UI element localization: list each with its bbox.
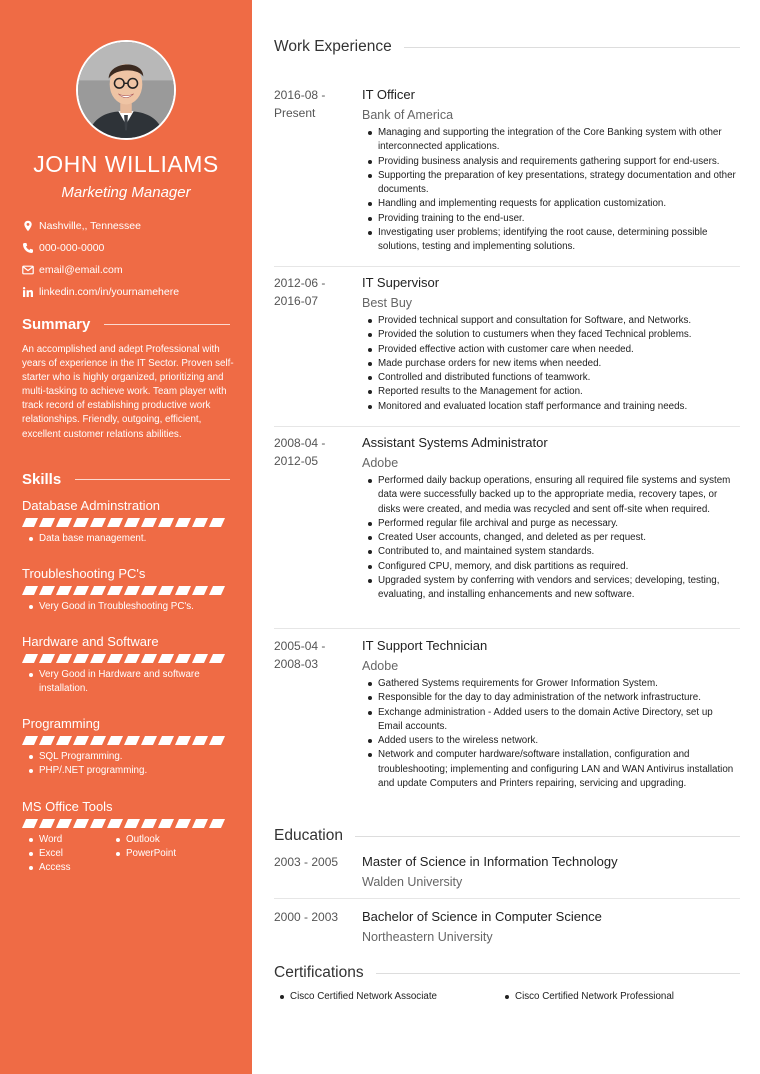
skill-bar-segment — [39, 819, 55, 828]
job-bullet: Performed daily backup operations, ensuring all required file systems and system data were successfully backed up to the appropriate media, recovery tapes, or disks were created, and media was recycled and sent off-site when required. — [362, 474, 738, 517]
skill-bar-segment — [39, 518, 55, 527]
job-bullet: Supporting the preparation of key presentations, strategy documentation and other documents. — [362, 169, 738, 198]
job-title: IT Support Technician — [362, 638, 488, 653]
job-bullet: Performed regular file archival and purge as necessary. — [362, 517, 738, 531]
job-bullet: Provided the solution to custumers when they faced Technical problems. — [362, 328, 738, 342]
job-bullet: Investigating user problems; identifying the root cause, determining possible solutions, testing and implementing solutions. — [362, 226, 738, 255]
certifications-heading-text: Certifications — [274, 964, 364, 981]
skill-bar-graphic — [22, 736, 226, 745]
skill-bar-segment — [192, 518, 208, 527]
skill-detail-item: Data base management. — [22, 532, 232, 546]
skill-bar-segment — [56, 586, 72, 595]
location-pin-icon — [22, 220, 34, 232]
skill-level-bar — [22, 586, 226, 595]
skill-name: MS Office Tools — [22, 799, 113, 814]
education-school: Walden University — [362, 875, 463, 889]
education-heading — [274, 827, 740, 845]
skill-detail-item: Very Good in Hardware and software installation. — [22, 668, 232, 696]
skill-detail-item: Excel — [22, 847, 109, 861]
job-dates — [274, 274, 354, 310]
skill-bar-segment — [73, 654, 89, 663]
work-experience-heading — [274, 38, 740, 56]
job-date-start: 2012-06 - — [274, 276, 326, 290]
skill-bar-segment — [192, 819, 208, 828]
skill-bar-segment — [141, 736, 157, 745]
skill-bar-segment — [22, 518, 38, 527]
job-date-start: 2005-04 - — [274, 639, 326, 653]
skill-bar-graphic — [22, 586, 226, 595]
skill-bar-segment — [124, 518, 140, 527]
skill-bar-segment — [39, 654, 55, 663]
job-date-start: 2016-08 - — [274, 88, 326, 102]
skill-bar-segment — [158, 518, 174, 527]
skill-bar-segment — [209, 819, 225, 828]
skill-bar-segment — [158, 819, 174, 828]
work-experience-heading-text: Work Experience — [274, 38, 392, 55]
skill-bar-segment — [73, 819, 89, 828]
skill-bar-segment — [56, 518, 72, 527]
skill-details — [22, 668, 232, 696]
profile-title: Marketing Manager — [61, 184, 191, 201]
skill-details — [22, 600, 232, 614]
skill-bar-segment — [192, 736, 208, 745]
skill-level-bar — [22, 736, 226, 745]
contact-phone-text: 000-000-0000 — [39, 242, 105, 254]
skill-bar-segment — [209, 518, 225, 527]
skill-bar-segment — [39, 736, 55, 745]
skill-bar-segment — [175, 518, 191, 527]
job-date-end: 2008-03 — [274, 657, 319, 671]
summary-divider — [104, 324, 230, 325]
skill-bar-segment — [175, 736, 191, 745]
skill-bar-segment — [107, 518, 123, 527]
skill-bar-segment — [22, 819, 38, 828]
skills-divider — [75, 479, 230, 480]
skill-bar-graphic — [22, 654, 226, 663]
certification-item: Cisco Certified Network Professional — [505, 990, 730, 1004]
job-bullet: Contributed to, and maintained system standards. — [362, 545, 738, 559]
job-bullet: Providing training to the end-user. — [362, 212, 738, 226]
skill-name: Programming — [22, 716, 101, 731]
job-bullet: Exchange administration - Added users to the domain Active Directory, set up Email accounts. — [362, 706, 738, 735]
skill-bar-segment — [73, 586, 89, 595]
skill-bar-segment — [175, 586, 191, 595]
job-bullet: Configured CPU, memory, and disk partitions as required. — [362, 560, 738, 574]
skill-bar-segment — [73, 736, 89, 745]
job-bullet: Network and computer hardware/software installation, configuration and troubleshooting; implementing and configuring LAN and WAN Antivirus installation and update Computers and Printers repairing, servicing and upgrading. — [362, 748, 738, 791]
skill-bar-segment — [90, 586, 106, 595]
skill-bar-segment — [192, 654, 208, 663]
skill-bar-segment — [124, 736, 140, 745]
job-bullet: Created User accounts, changed, and deleted as per request. — [362, 531, 738, 545]
job-date-end: 2012-05 — [274, 454, 319, 468]
skill-bar-segment — [73, 518, 89, 527]
job-bullet: Reported results to the Management for action. — [362, 385, 738, 399]
skill-bar-segment — [56, 819, 72, 828]
skill-bar-segment — [124, 654, 140, 663]
skill-detail-item: Outlook — [109, 833, 209, 847]
contact-phone — [22, 241, 104, 255]
skill-name: Database Adminstration — [22, 498, 161, 513]
skill-bar-segment — [158, 586, 174, 595]
summary-text: An accomplished and adept Professional with years of experience in the IT Sector. Proven self-starter who is highly organized, prioritizing and multi-tasking to achieve work. Team player with track record of establishing productive work relationships. Friendly, outgoing, efficient, excellent customer relations abilities. — [22, 344, 234, 440]
skill-bar-segment — [90, 654, 106, 663]
education-heading-text: Education — [274, 827, 343, 844]
section-divider — [404, 47, 740, 48]
job-bullets — [362, 677, 738, 791]
education-degree: Master of Science in Information Technology — [362, 854, 618, 869]
skill-detail-item: Access — [22, 861, 109, 875]
contact-location-text: Nashville,, Tennessee — [39, 220, 141, 232]
skill-bar-segment — [56, 654, 72, 663]
phone-icon — [22, 242, 34, 254]
skills-heading — [22, 471, 230, 488]
skill-bar-segment — [22, 736, 38, 745]
job-bullet: Upgraded system by conferring with vendors and services; developing, testing, evaluating, and installing enhancements and new software. — [362, 574, 738, 603]
job-divider — [274, 426, 740, 427]
job-company: Adobe — [362, 456, 399, 470]
skill-level-bar — [22, 518, 226, 527]
skill-bar-segment — [175, 654, 191, 663]
skill-bar-segment — [107, 654, 123, 663]
profile-name: JOHN WILLIAMS — [33, 151, 219, 177]
skill-detail-item: SQL Programming. — [22, 750, 232, 764]
skill-details — [22, 833, 222, 875]
skill-detail-item: Word — [22, 833, 109, 847]
skill-bar-segment — [107, 819, 123, 828]
job-title: IT Supervisor — [362, 275, 440, 290]
contact-linkedin-text[interactable]: linkedin.com/in/yournamehere — [39, 286, 180, 298]
skills-heading-text: Skills — [22, 471, 62, 488]
job-title: IT Officer — [362, 87, 415, 102]
skill-level-bar — [22, 819, 226, 828]
job-company: Bank of America — [362, 108, 454, 122]
job-date-end: Present — [274, 106, 316, 120]
skill-bar-segment — [39, 586, 55, 595]
main-content — [252, 0, 760, 1074]
job-bullets — [362, 474, 738, 603]
summary-heading-text: Summary — [22, 316, 91, 333]
job-company: Adobe — [362, 659, 399, 673]
skill-bar-segment — [158, 736, 174, 745]
profile-photo-image — [78, 42, 174, 138]
education-date: 2000 - 2003 — [274, 910, 339, 924]
certifications-heading — [274, 964, 740, 982]
job-bullet: Added users to the wireless network. — [362, 734, 738, 748]
job-title: Assistant Systems Administrator — [362, 435, 548, 450]
skill-bar-segment — [22, 586, 38, 595]
contact-email[interactable] — [22, 263, 123, 277]
skill-bar-segment — [192, 586, 208, 595]
job-bullet: Gathered Systems requirements for Grower Information System. — [362, 677, 738, 691]
job-company: Best Buy — [362, 296, 413, 310]
skill-bar-segment — [124, 586, 140, 595]
job-dates — [274, 434, 354, 470]
skill-bar-segment — [158, 654, 174, 663]
skill-bar-graphic — [22, 518, 226, 527]
job-bullets — [362, 126, 738, 255]
contact-location — [22, 219, 141, 233]
certification-item: Cisco Certified Network Associate — [280, 990, 505, 1004]
skill-bar-segment — [107, 736, 123, 745]
skill-bar-segment — [141, 518, 157, 527]
education-school: Northeastern University — [362, 930, 493, 944]
job-bullet: Provided technical support and consultation for Software, and Networks. — [362, 314, 738, 328]
contact-email-text[interactable]: email@email.com — [39, 264, 123, 276]
skill-bar-segment — [90, 518, 106, 527]
skill-bar-segment — [22, 654, 38, 663]
job-dates — [274, 86, 354, 122]
skill-name: Troubleshooting PC's — [22, 566, 146, 581]
skill-bar-segment — [90, 736, 106, 745]
skill-bar-segment — [90, 819, 106, 828]
skill-level-bar — [22, 654, 226, 663]
job-bullet: Controlled and distributed functions of teamwork. — [362, 371, 738, 385]
certifications-list — [280, 990, 750, 1004]
job-bullet: Provided effective action with customer care when needed. — [362, 343, 738, 357]
education-degree: Bachelor of Science in Computer Science — [362, 909, 602, 924]
job-date-start: 2008-04 - — [274, 436, 326, 450]
job-bullet: Responsible for the day to day administration of the network infrastructure. — [362, 691, 738, 705]
skill-bar-segment — [141, 586, 157, 595]
job-bullet: Made purchase orders for new items when needed. — [362, 357, 738, 371]
skill-bar-segment — [141, 654, 157, 663]
job-dates — [274, 637, 354, 673]
skill-detail-item: PHP/.NET programming. — [22, 764, 232, 778]
contact-linkedin[interactable] — [22, 285, 179, 299]
skill-detail-item: Very Good in Troubleshooting PC's. — [22, 600, 232, 614]
job-date-end: 2016-07 — [274, 294, 319, 308]
skill-bar-segment — [141, 819, 157, 828]
email-icon — [22, 264, 34, 276]
skill-bar-segment — [175, 819, 191, 828]
skill-detail-item: PowerPoint — [109, 847, 209, 861]
skill-bar-segment — [209, 586, 225, 595]
skill-details — [22, 750, 232, 778]
section-divider — [355, 836, 740, 837]
skill-name: Hardware and Software — [22, 634, 159, 649]
linkedin-icon — [22, 286, 34, 298]
education-divider — [274, 898, 740, 899]
skill-bar-graphic — [22, 819, 226, 828]
skill-bar-segment — [107, 586, 123, 595]
profile-photo — [76, 40, 176, 140]
skill-bar-segment — [209, 654, 225, 663]
section-divider — [376, 973, 740, 974]
skill-details — [22, 532, 232, 546]
skill-bar-segment — [209, 736, 225, 745]
job-bullet: Handling and implementing requests for application customization. — [362, 197, 738, 211]
job-divider — [274, 628, 740, 629]
job-bullet: Providing business analysis and requirements gathering support for end-users. — [362, 155, 738, 169]
skill-bar-segment — [124, 819, 140, 828]
job-bullet: Managing and supporting the integration of the Core Banking system with other interconnected applications. — [362, 126, 738, 155]
job-bullet: Monitored and evaluated location staff performance and training needs. — [362, 400, 738, 414]
skill-bar-segment — [56, 736, 72, 745]
sidebar — [0, 0, 252, 1074]
education-date: 2003 - 2005 — [274, 855, 339, 869]
job-divider — [274, 266, 740, 267]
job-bullets — [362, 314, 738, 414]
summary-heading — [22, 316, 230, 333]
